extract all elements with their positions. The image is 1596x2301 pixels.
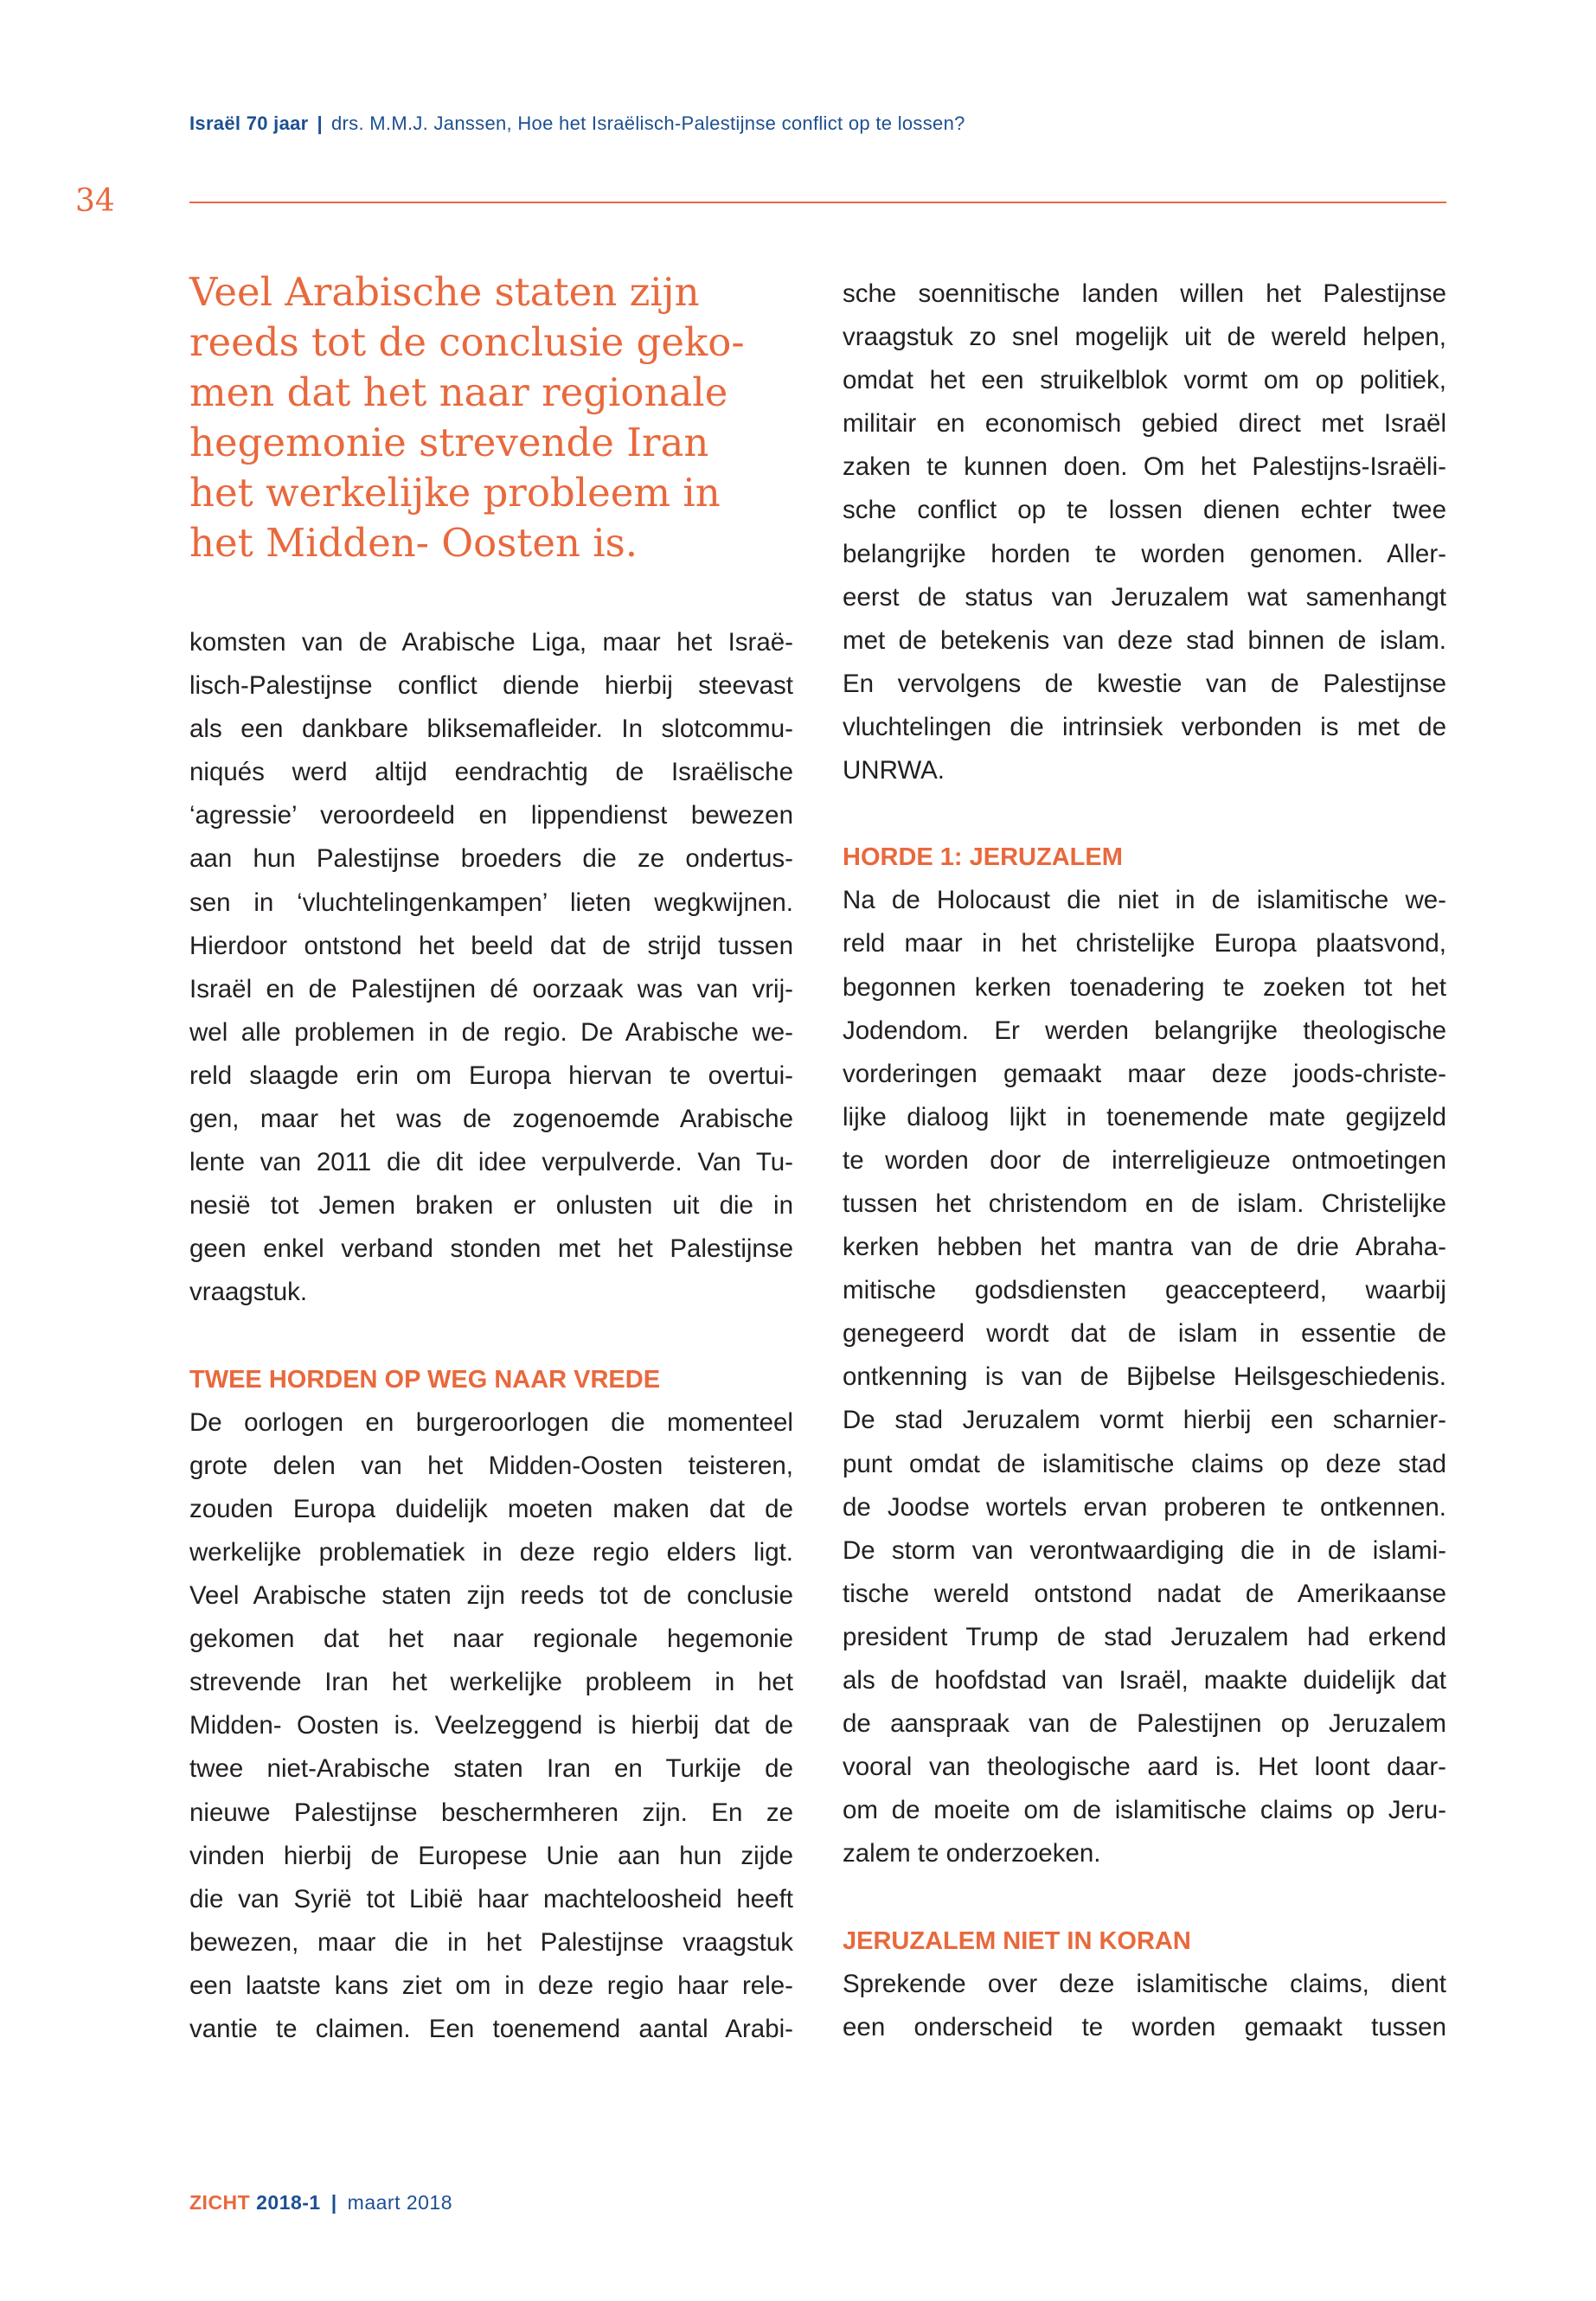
pull-quote-line: het Midden- Oosten is. <box>189 520 638 566</box>
text-line: kerken hebben het mantra van de drie Abraha- <box>843 1233 1446 1262</box>
text-line: zouden Europa duidelijk moeten maken dat de <box>189 1494 793 1523</box>
text-line: begonnen kerken toenadering te zoeken tot het <box>843 972 1446 1002</box>
text-line: als de hoofdstad van Israël, maakte duidelijk dat <box>843 1666 1446 1695</box>
text-line: als een dankbare bliksemafleider. In slotcommu- <box>189 715 793 744</box>
section-heading: TWEE HORDEN OP WEG NAAR VREDE <box>189 1365 661 1394</box>
text-line: mitische godsdiensten geaccepteerd, waarbij <box>843 1276 1446 1305</box>
text-line: Jodendom. Er werden belangrijke theologische <box>843 1016 1446 1045</box>
text-line: belangrijke horden te worden genomen. Aller- <box>843 539 1446 568</box>
text-line: Midden- Oosten is. Veelzeggend is hierbij dat de <box>189 1711 793 1740</box>
text-line: zaken te kunnen doen. Om het Palestijns-Israëli- <box>843 452 1446 482</box>
text-line: UNRWA. <box>843 756 945 785</box>
paragraph <box>843 1963 1446 2049</box>
text-line: sche soennitische landen willen het Palestijnse <box>843 279 1446 308</box>
page-number: 34 <box>75 183 115 219</box>
paragraph <box>189 1401 793 2051</box>
text-line: genegeerd wordt dat de islam in essentie de <box>843 1319 1446 1349</box>
text-line: eerst de status van Jeruzalem wat samenhangt <box>843 582 1446 612</box>
text-line: zalem te onderzoeken. <box>843 1839 1101 1868</box>
text-line: wel alle problemen in de regio. De Arabische we- <box>189 1017 793 1047</box>
text-line: vooral van theologische aard is. Het loont daar- <box>843 1753 1446 1782</box>
text-line: Na de Holocaust die niet in de islamitische we- <box>843 886 1446 915</box>
text-line: vorderingen gemaakt maar deze joods-christe- <box>843 1059 1446 1088</box>
text-line: president Trump de stad Jeruzalem had erkend <box>843 1622 1446 1651</box>
text-line: vinden hierbij de Europese Unie aan hun zijde <box>189 1841 793 1870</box>
section-heading: HORDE 1: JERUZALEM <box>843 843 1123 872</box>
text-line: sen in ‘vluchtelingenkampen’ lieten wegkwijnen. <box>189 888 793 917</box>
running-header <box>189 112 965 135</box>
pull-quote <box>189 267 812 568</box>
text-line: tische wereld ontstond nadat de Amerikaanse <box>843 1579 1446 1608</box>
pull-quote-line: Veel Arabische staten zijn <box>189 269 700 315</box>
section-heading: JERUZALEM NIET IN KORAN <box>843 1926 1191 1955</box>
footer-issue: 2018-1 <box>256 2191 321 2214</box>
text-line: met de betekenis van deze stad binnen de islam. <box>843 625 1446 655</box>
text-line: ontkenning is van de Bijbelse Heilsgeschiedenis. <box>843 1362 1446 1392</box>
text-line: reld maar in het christelijke Europa plaatsvond, <box>843 929 1446 958</box>
text-line: Sprekende over deze islamitische claims, dient <box>843 1969 1446 1998</box>
text-line: twee niet-Arabische staten Iran en Turkije de <box>189 1754 793 1784</box>
text-line: de aanspraak van de Palestijnen op Jeruzalem <box>843 1709 1446 1739</box>
paragraph <box>843 879 1446 1875</box>
pull-quote-line: hegemonie strevende Iran <box>189 420 709 465</box>
text-line: strevende Iran het werkelijke probleem in het <box>189 1668 793 1697</box>
left-column <box>189 621 793 2051</box>
text-line: werkelijke problematiek in deze regio elders ligt. <box>189 1537 793 1567</box>
text-line: om de moeite om de islamitische claims op Jeru- <box>843 1796 1446 1825</box>
footer-separator: | <box>330 2191 337 2214</box>
text-line: gekomen dat het naar regionale hegemonie <box>189 1625 793 1654</box>
paragraph <box>843 272 1446 792</box>
text-line: Hierdoor ontstond het beeld dat de strijd tussen <box>189 931 793 960</box>
header-separator: | <box>317 112 324 134</box>
text-line: De oorlogen en burgeroorlogen die momenteel <box>189 1407 793 1437</box>
text-line: ‘agressie’ veroordeeld en lippendienst bewezen <box>189 801 793 830</box>
text-line: grote delen van het Midden-Oosten teisteren, <box>189 1451 793 1480</box>
text-line: lijke dialoog lijkt in toenemende mate gegijzeld <box>843 1102 1446 1131</box>
text-line: vraagstuk. <box>189 1278 308 1307</box>
text-line: niqués werd altijd eendrachtig de Israëlische <box>189 758 793 787</box>
text-line: punt omdat de islamitische claims op deze stad <box>843 1449 1446 1478</box>
text-line: De storm van verontwaardiging die in de islami- <box>843 1535 1446 1565</box>
text-line: omdat het een struikelblok vormt om op politiek, <box>843 366 1446 395</box>
text-line: aan hun Palestijnse broeders die ze ondertus- <box>189 844 793 874</box>
pull-quote-line: reeds tot de conclusie geko- <box>189 319 745 365</box>
page-footer <box>189 2191 452 2214</box>
text-line: nieuwe Palestijnse beschermheren zijn. En ze <box>189 1798 793 1827</box>
text-line: sche conflict op te lossen dienen echter twee <box>843 496 1446 525</box>
paragraph <box>189 621 793 1315</box>
text-line: vraagstuk zo snel mogelijk uit de wereld helpen, <box>843 323 1446 352</box>
header-series: Israël 70 jaar <box>189 112 309 134</box>
text-line: militair en economisch gebied direct met Israël <box>843 409 1446 439</box>
footer-magazine: ZICHT <box>189 2191 251 2214</box>
text-line: nesië tot Jemen braken er onlusten uit die in <box>189 1191 793 1221</box>
text-line: gen, maar het was de zogenoemde Arabische <box>189 1105 793 1134</box>
text-line: De stad Jeruzalem vormt hierbij een scharnier- <box>843 1406 1446 1435</box>
pull-quote-line: het werkelijke probleem in <box>189 470 721 516</box>
text-line: vantie te claimen. Een toenemend aantal Arabi- <box>189 2015 793 2043</box>
header-rule <box>189 202 1446 203</box>
text-line: reld slaagde erin om Europa hiervan te overtui- <box>189 1061 793 1090</box>
text-line: tussen het christendom en de islam. Christelijke <box>843 1189 1446 1218</box>
footer-date: maart 2018 <box>347 2191 453 2214</box>
text-line: een laatste kans ziet om in deze regio haar rele- <box>189 1971 793 2000</box>
header-title: drs. M.M.J. Janssen, Hoe het Israëlisch-Palestijnse conflict op te lossen? <box>331 112 965 134</box>
text-line: Israël en de Palestijnen dé oorzaak was van vrij- <box>189 974 793 1003</box>
text-line: Veel Arabische staten zijn reeds tot de conclusie <box>189 1581 793 1611</box>
pull-quote-line: men dat het naar regionale <box>189 369 728 415</box>
text-line: En vervolgens de kwestie van de Palestijnse <box>843 669 1446 698</box>
text-line: lente van 2011 die dit idee verpulverde. Van Tu- <box>189 1148 793 1177</box>
text-line: vluchtelingen die intrinsiek verbonden is met de <box>843 712 1446 741</box>
right-column <box>843 272 1446 2049</box>
text-line: komsten van de Arabische Liga, maar het Israë- <box>189 628 793 657</box>
text-line: de Joodse wortels ervan proberen te ontkennen. <box>843 1492 1446 1522</box>
text-line: die van Syrië tot Libië haar machteloosheid heeft <box>189 1884 793 1913</box>
text-line: geen enkel verband stonden met het Palestijnse <box>189 1234 793 1264</box>
text-line: bewezen, maar die in het Palestijnse vraagstuk <box>189 1927 793 1957</box>
text-line: lisch-Palestijnse conflict diende hierbij steevast <box>189 671 793 701</box>
text-line: te worden door de interreligieuze ontmoetingen <box>843 1145 1446 1175</box>
text-line: een onderscheid te worden gemaakt tussen <box>843 2012 1446 2041</box>
